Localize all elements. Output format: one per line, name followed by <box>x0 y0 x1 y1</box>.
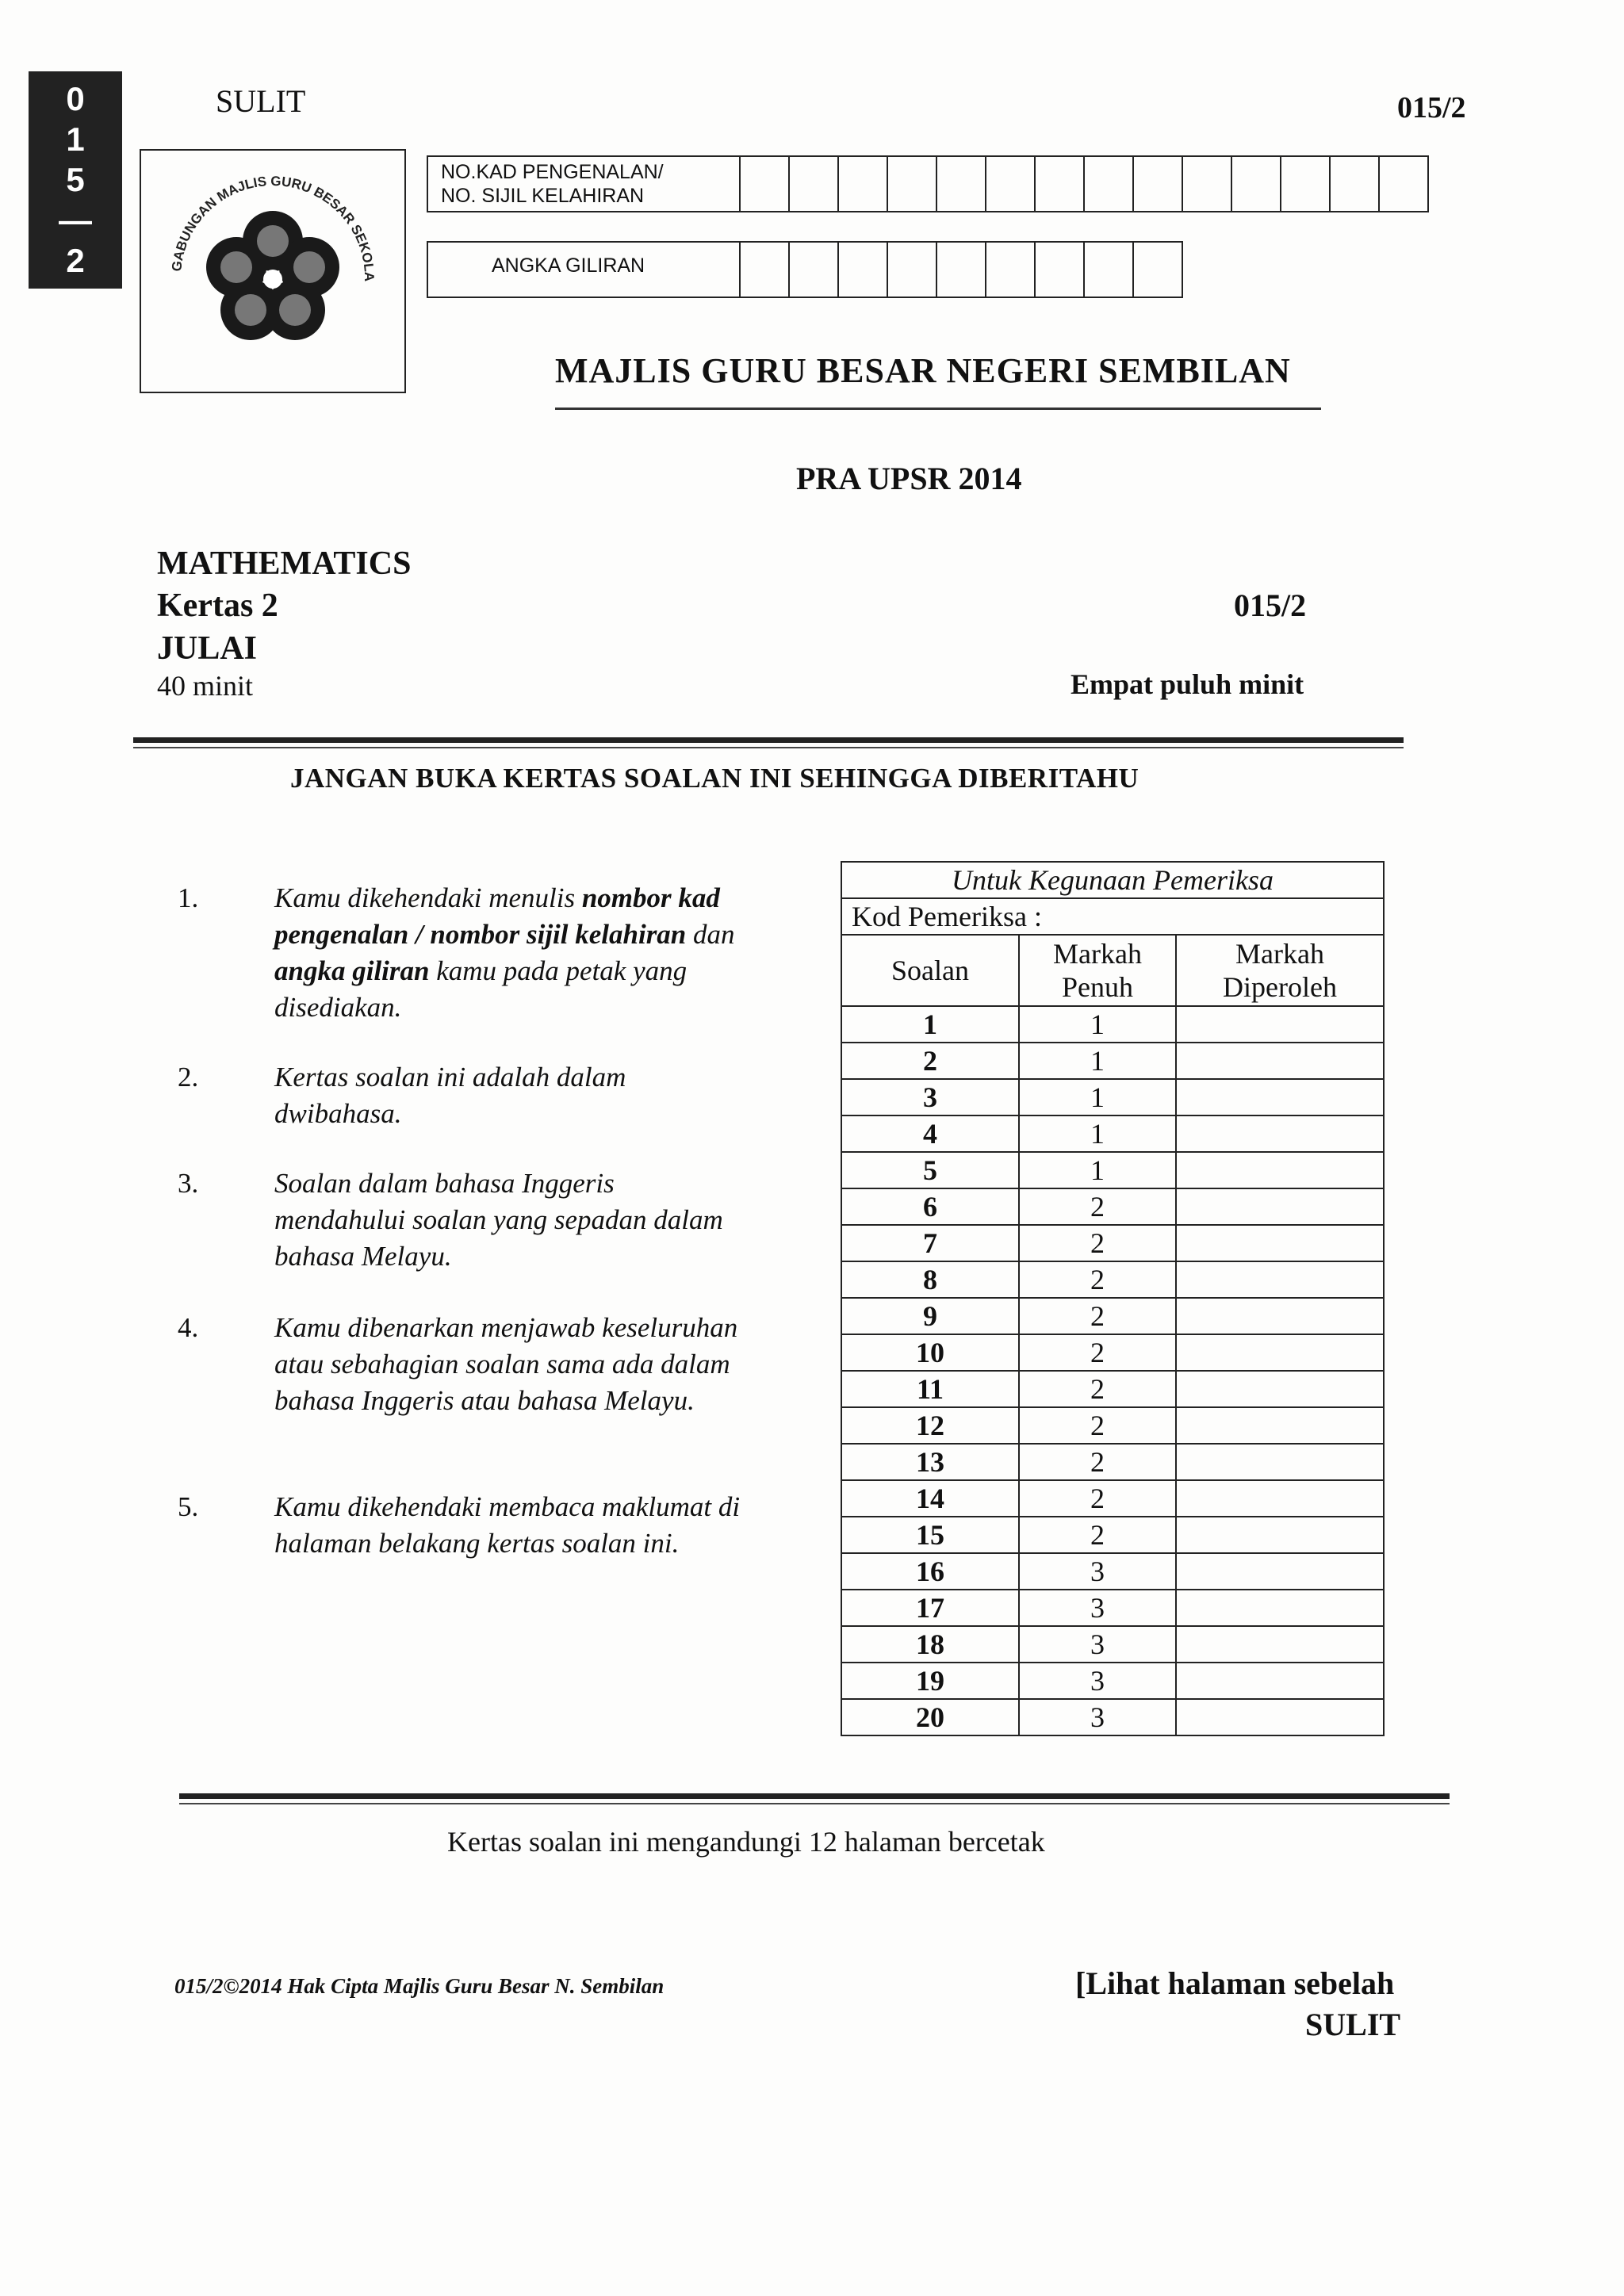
marks-obtained-cell[interactable] <box>1176 1553 1384 1590</box>
full-marks: 2 <box>1019 1334 1176 1371</box>
ic-label-line: NO. SIJIL KELAHIRAN <box>441 185 645 207</box>
question-number: 13 <box>841 1444 1019 1480</box>
table-row <box>841 1115 1384 1152</box>
table-row <box>841 1517 1384 1553</box>
table-row <box>841 1699 1384 1735</box>
paper-code-side-tab <box>29 71 122 289</box>
side-tab-char: 5 <box>66 160 85 198</box>
question-number: 2 <box>841 1043 1019 1079</box>
ic-digit-box[interactable] <box>741 155 790 212</box>
svg-text:GABUNGAN MAJLIS GURU BESAR SEK: GABUNGAN MAJLIS GURU BESAR SEKOLA <box>169 173 377 282</box>
marks-obtained-cell[interactable] <box>1176 1043 1384 1079</box>
header-line: Penuh <box>1062 971 1133 1003</box>
marks-obtained-cell[interactable] <box>1176 1006 1384 1043</box>
examiner-code-row <box>841 898 1384 935</box>
marks-obtained-cell[interactable] <box>1176 1152 1384 1188</box>
marks-obtained-cell[interactable] <box>1176 1699 1384 1735</box>
instruction-text <box>274 880 750 1026</box>
divider <box>133 737 1404 743</box>
marks-obtained-cell[interactable] <box>1176 1626 1384 1663</box>
full-marks: 2 <box>1019 1225 1176 1261</box>
council-underline <box>555 408 1321 410</box>
side-tab-char: 0 <box>66 80 85 118</box>
table-row <box>841 1626 1384 1663</box>
marks-obtained-cell[interactable] <box>1176 1444 1384 1480</box>
ic-digit-box[interactable] <box>790 155 839 212</box>
ic-digit-box[interactable] <box>1183 155 1232 212</box>
question-number: 4 <box>841 1115 1019 1152</box>
marks-obtained-cell[interactable] <box>1176 1407 1384 1444</box>
question-number: 10 <box>841 1334 1019 1371</box>
side-tab-char: 2 <box>66 241 85 279</box>
paper-code: 015/2 <box>1234 587 1307 623</box>
ic-digit-box[interactable] <box>888 155 937 212</box>
table-row <box>841 1152 1384 1188</box>
full-marks: 3 <box>1019 1663 1176 1699</box>
marks-obtained-cell[interactable] <box>1176 1115 1384 1152</box>
full-marks: 2 <box>1019 1371 1176 1407</box>
ic-digit-box[interactable] <box>1331 155 1380 212</box>
full-marks: 2 <box>1019 1188 1176 1225</box>
ic-digit-box[interactable] <box>1036 155 1085 212</box>
question-number: 17 <box>841 1590 1019 1626</box>
full-marks: 3 <box>1019 1553 1176 1590</box>
column-header-markah-penuh <box>1019 935 1176 1006</box>
table-row <box>841 1371 1384 1407</box>
angka-digit-box[interactable] <box>1036 241 1085 298</box>
table-row <box>841 1006 1384 1043</box>
paper-code-top: 015/2 <box>1397 91 1466 124</box>
ic-digit-box[interactable] <box>1281 155 1331 212</box>
full-marks: 2 <box>1019 1407 1176 1444</box>
classification-bottom: SULIT <box>1305 2007 1401 2042</box>
divider <box>179 1803 1450 1804</box>
instruction-number: 2. <box>178 1062 199 1093</box>
header-line: Markah <box>1235 938 1324 970</box>
instruction-text-part: dan <box>686 919 735 950</box>
ic-label <box>427 155 741 212</box>
classification-top: SULIT <box>216 83 306 119</box>
ic-digit-box[interactable] <box>1232 155 1281 212</box>
full-marks: 2 <box>1019 1480 1176 1517</box>
table-row <box>841 1298 1384 1334</box>
full-marks: 2 <box>1019 1517 1176 1553</box>
full-marks: 1 <box>1019 1079 1176 1115</box>
table-title: Untuk Kegunaan Pemeriksa <box>841 862 1384 898</box>
table-row <box>841 1188 1384 1225</box>
instruction-text: Kamu dibenarkan menjawab keseluruhan atau sebahagian soalan sama ada dalam bahasa Inggeris atau bahasa Melayu. <box>274 1312 738 1416</box>
table-row <box>841 1261 1384 1298</box>
question-number: 9 <box>841 1298 1019 1334</box>
table-row <box>841 1079 1384 1115</box>
divider <box>133 747 1404 748</box>
angka-digit-box[interactable] <box>790 241 839 298</box>
marks-obtained-cell[interactable] <box>1176 1480 1384 1517</box>
question-number: 8 <box>841 1261 1019 1298</box>
full-marks: 1 <box>1019 1115 1176 1152</box>
table-row <box>841 1225 1384 1261</box>
exam-duration: 40 minit <box>157 670 254 702</box>
angka-label: ANGKA GILIRAN <box>427 241 741 298</box>
full-marks: 2 <box>1019 1444 1176 1480</box>
question-number: 19 <box>841 1663 1019 1699</box>
instruction-text: Kertas soalan ini adalah dalam dwibahasa. <box>274 1062 626 1129</box>
exam-duration-malay: Empat puluh minit <box>1071 668 1304 700</box>
instruction-text-bold: nombor kad pengenalan / nombor sijil kelahiran <box>274 882 720 950</box>
marks-obtained-cell[interactable] <box>1176 1188 1384 1225</box>
angka-digit-box[interactable] <box>937 241 986 298</box>
question-number: 12 <box>841 1407 1019 1444</box>
marks-obtained-cell[interactable] <box>1176 1590 1384 1626</box>
page-count-note: Kertas soalan ini mengandungi 12 halaman bercetak <box>447 1826 1045 1858</box>
copyright-notice: 015/2©2014 Hak Cipta Majlis Guru Besar N. Sembilan <box>174 1974 665 1998</box>
question-number: 15 <box>841 1517 1019 1553</box>
full-marks: 1 <box>1019 1152 1176 1188</box>
marks-obtained-cell[interactable] <box>1176 1334 1384 1371</box>
question-number: 6 <box>841 1188 1019 1225</box>
table-row <box>841 1043 1384 1079</box>
angka-digit-box[interactable] <box>839 241 888 298</box>
ic-digit-box[interactable] <box>937 155 986 212</box>
divider <box>179 1793 1450 1799</box>
table-row <box>841 1444 1384 1480</box>
examiner-marks-table <box>841 861 1385 1736</box>
question-number: 5 <box>841 1152 1019 1188</box>
angka-digit-box[interactable] <box>986 241 1036 298</box>
ic-digit-box[interactable] <box>1085 155 1134 212</box>
question-number: 11 <box>841 1371 1019 1407</box>
side-tab-char: — <box>59 201 92 239</box>
marks-obtained-cell[interactable] <box>1176 1261 1384 1298</box>
table-row <box>841 1663 1384 1699</box>
ic-label-line: NO.KAD PENGENALAN/ <box>441 161 664 183</box>
angka-digit-box[interactable] <box>741 241 790 298</box>
full-marks: 3 <box>1019 1590 1176 1626</box>
marks-obtained-cell[interactable] <box>1176 1079 1384 1115</box>
ic-number-boxes <box>427 155 1429 212</box>
instruction-text: Kamu dikehendaki membaca maklumat di halaman belakang kertas soalan ini. <box>274 1491 741 1559</box>
table-row <box>841 1590 1384 1626</box>
instruction-number: 1. <box>178 882 199 913</box>
exam-title: PRA UPSR 2014 <box>796 461 1022 496</box>
marks-obtained-cell[interactable] <box>1176 1517 1384 1553</box>
full-marks: 1 <box>1019 1006 1176 1043</box>
table-header-row <box>841 935 1384 1006</box>
question-number: 16 <box>841 1553 1019 1590</box>
do-not-open-warning: JANGAN BUKA KERTAS SOALAN INI SEHINGGA DIBERITAHU <box>290 763 1139 794</box>
table-row <box>841 1334 1384 1371</box>
column-header-soalan: Soalan <box>841 935 1019 1006</box>
table-row <box>841 1553 1384 1590</box>
exam-month: JULAI <box>157 630 258 667</box>
table-title-row <box>841 862 1384 898</box>
instruction-text-bold: angka giliran <box>274 955 430 986</box>
paper-number: Kertas 2 <box>157 587 278 624</box>
examiner-code-label: Kod Pemeriksa : <box>841 898 1384 935</box>
organisation-logo <box>140 149 406 393</box>
header-line: Markah <box>1053 938 1142 970</box>
angka-digit-box[interactable] <box>1085 241 1134 298</box>
marks-obtained-cell[interactable] <box>1176 1371 1384 1407</box>
instruction-number: 4. <box>178 1312 199 1343</box>
flower-emblem-icon <box>141 151 404 392</box>
marks-obtained-cell[interactable] <box>1176 1225 1384 1261</box>
question-number: 20 <box>841 1699 1019 1735</box>
angka-digit-box[interactable] <box>888 241 937 298</box>
side-tab-char: 1 <box>66 121 85 159</box>
marks-obtained-cell[interactable] <box>1176 1663 1384 1699</box>
instruction-text-part: kamu pada petak yang disediakan. <box>274 955 688 1023</box>
angka-giliran-boxes <box>427 241 1183 298</box>
instruction-text: Soalan dalam bahasa Inggeris mendahului soalan yang sepadan dalam bahasa Melayu. <box>274 1168 723 1272</box>
full-marks: 2 <box>1019 1261 1176 1298</box>
ic-digit-box[interactable] <box>1380 155 1429 212</box>
column-header-markah-diperoleh <box>1176 935 1384 1006</box>
question-number: 3 <box>841 1079 1019 1115</box>
instruction-number: 3. <box>178 1168 199 1199</box>
marks-obtained-cell[interactable] <box>1176 1298 1384 1334</box>
full-marks: 2 <box>1019 1298 1176 1334</box>
header-line: Diperoleh <box>1223 971 1337 1003</box>
ic-digit-box[interactable] <box>986 155 1036 212</box>
table-row <box>841 1407 1384 1444</box>
full-marks: 1 <box>1019 1043 1176 1079</box>
question-number: 7 <box>841 1225 1019 1261</box>
instruction-number: 5. <box>178 1491 199 1522</box>
full-marks: 3 <box>1019 1626 1176 1663</box>
table-row <box>841 1480 1384 1517</box>
council-name: MAJLIS GURU BESAR NEGERI SEMBILAN <box>555 351 1291 390</box>
ic-digit-box[interactable] <box>1134 155 1183 212</box>
full-marks: 3 <box>1019 1699 1176 1735</box>
subject-title: MATHEMATICS <box>157 545 412 582</box>
angka-digit-box[interactable] <box>1134 241 1183 298</box>
question-number: 14 <box>841 1480 1019 1517</box>
question-number: 1 <box>841 1006 1019 1043</box>
ic-digit-box[interactable] <box>839 155 888 212</box>
next-page-note: [Lihat halaman sebelah <box>1075 1965 1395 2001</box>
question-number: 18 <box>841 1626 1019 1663</box>
instruction-text-part: Kamu dikehendaki menulis <box>274 882 582 913</box>
